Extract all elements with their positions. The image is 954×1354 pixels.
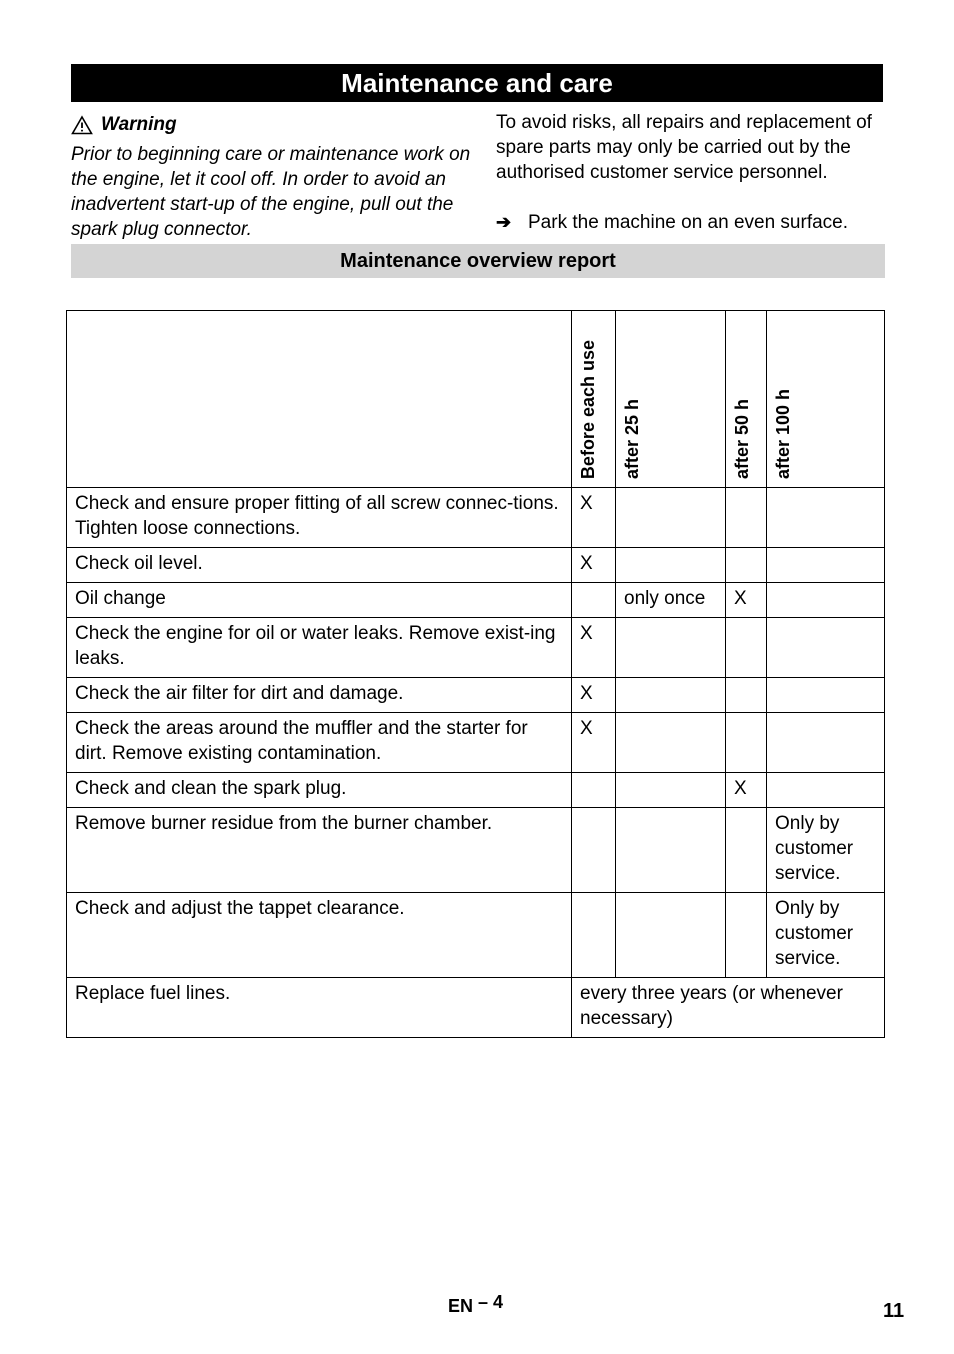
value-cell — [767, 583, 885, 618]
warning-title: Warning — [101, 114, 177, 135]
warning-text: Prior to beginning care or maintenance work on the engine, let it cool off. In order to avoid an inadvertent start-up of the engine, pull out the spark plug connector. — [71, 144, 471, 240]
table-row — [67, 548, 885, 583]
value-cell: only once — [616, 583, 726, 618]
column-header: after 25 h — [616, 311, 726, 488]
value-cell — [616, 713, 726, 773]
footer-language: EN – 4 — [448, 1292, 504, 1316]
value-cell — [616, 618, 726, 678]
value-cell — [767, 488, 885, 548]
value-cell: X — [572, 618, 616, 678]
task-cell: Check and ensure proper fitting of all screw connec-tions. Tighten loose connections. — [67, 488, 572, 548]
task-cell: Check oil level. — [67, 548, 572, 583]
column-header: Before each use — [572, 311, 616, 488]
column-header: after 50 h — [726, 311, 767, 488]
table-header-row — [67, 311, 885, 488]
task-cell: Check and adjust the tappet clearance. — [67, 893, 572, 978]
table-row — [67, 893, 885, 978]
value-cell: X — [726, 583, 767, 618]
value-cell — [726, 548, 767, 583]
table-row — [67, 808, 885, 893]
value-cell — [767, 773, 885, 808]
value-cell — [767, 713, 885, 773]
table-row — [67, 978, 885, 1038]
task-cell: Check the engine for oil or water leaks. Remove exist-ing leaks. — [67, 618, 572, 678]
task-cell: Check the air filter for dirt and damage. — [67, 678, 572, 713]
table-row — [67, 713, 885, 773]
value-cell — [726, 488, 767, 548]
column-header: after 100 h — [767, 311, 885, 488]
task-cell: Replace fuel lines. — [67, 978, 572, 1038]
value-cell — [616, 808, 726, 893]
value-cell — [726, 808, 767, 893]
header-empty-cell — [67, 311, 572, 488]
table-row — [67, 488, 885, 548]
value-cell: X — [572, 488, 616, 548]
value-cell — [767, 548, 885, 583]
value-cell — [616, 773, 726, 808]
value-cell — [726, 618, 767, 678]
warning-block — [71, 114, 471, 242]
arrow-right-icon: ➔ — [496, 212, 512, 232]
table-row — [67, 678, 885, 713]
value-cell — [726, 713, 767, 773]
value-cell: Only by customer service. — [767, 893, 885, 978]
value-cell — [572, 583, 616, 618]
task-cell: Oil change — [67, 583, 572, 618]
notice-block — [496, 110, 888, 235]
page-number: 11 — [883, 1300, 905, 1322]
value-cell: X — [572, 548, 616, 583]
value-cell — [572, 808, 616, 893]
value-cell: X — [726, 773, 767, 808]
task-cell: Check the areas around the muffler and the starter for dirt. Remove existing contamination. — [67, 713, 572, 773]
section-title: Maintenance overview report — [71, 244, 885, 278]
table-row — [67, 583, 885, 618]
task-cell: Check and clean the spark plug. — [67, 773, 572, 808]
value-cell — [572, 893, 616, 978]
task-cell: Remove burner residue from the burner chamber. — [67, 808, 572, 893]
value-cell — [726, 893, 767, 978]
value-cell — [616, 548, 726, 583]
value-cell — [616, 488, 726, 548]
warning-heading — [71, 114, 471, 136]
step-item — [496, 210, 888, 235]
value-cell — [726, 678, 767, 713]
value-cell — [616, 678, 726, 713]
value-cell: X — [572, 678, 616, 713]
table-row — [67, 618, 885, 678]
table-row — [67, 773, 885, 808]
value-cell — [616, 893, 726, 978]
page-title: Maintenance and care — [71, 64, 883, 102]
maintenance-table — [66, 310, 885, 1038]
value-cell: Only by customer service. — [767, 808, 885, 893]
value-cell — [572, 773, 616, 808]
step-text: Park the machine on an even surface. — [528, 212, 849, 233]
value-cell — [767, 678, 885, 713]
value-cell — [767, 618, 885, 678]
span-value-cell: every three years (or whenever necessary) — [572, 978, 885, 1038]
notice-text: To avoid risks, all repairs and replacement of spare parts may only be carried out by the authorised customer service personnel. — [496, 112, 872, 183]
warning-triangle-icon — [71, 115, 93, 135]
value-cell: X — [572, 713, 616, 773]
